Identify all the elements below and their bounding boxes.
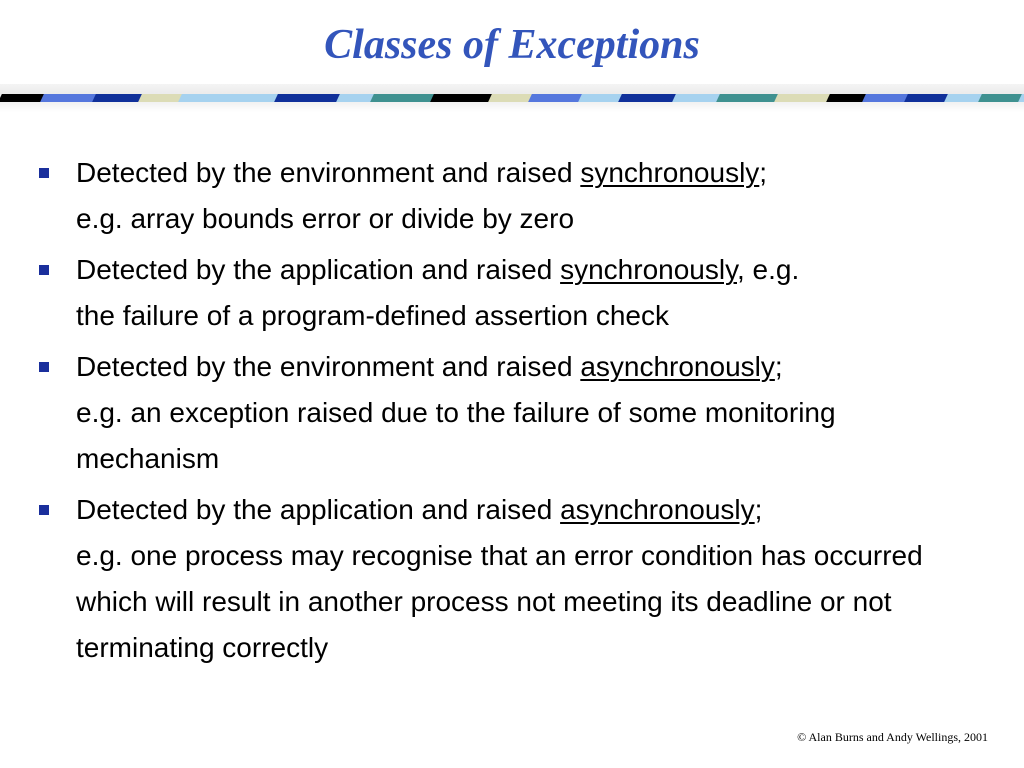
bullet-lead: Detected by the application and raised	[76, 254, 561, 285]
bullet-item	[32, 247, 982, 339]
divider-segment	[672, 94, 722, 102]
bullet-tail: ;	[754, 494, 763, 525]
divider-segment	[904, 94, 950, 102]
copyright-footer: © Alan Burns and Andy Wellings, 2001	[797, 730, 988, 744]
divider-segment	[370, 94, 436, 102]
bullet-emphasis: asynchronously	[560, 494, 755, 525]
divider-segment	[92, 94, 144, 102]
divider-segment	[528, 94, 584, 102]
bullet-item	[32, 487, 982, 671]
square-bullet-icon	[39, 505, 49, 515]
slide-title: Classes of Exceptions	[324, 22, 700, 68]
bullet-list	[32, 150, 982, 676]
square-bullet-icon	[39, 362, 49, 372]
divider-segment	[40, 94, 98, 102]
bullet-tail: ;	[774, 351, 783, 382]
bullet-lead: Detected by the environment and raised	[76, 351, 581, 382]
bullet-detail: e.g. array bounds error or divide by zero	[76, 203, 575, 234]
bullet-tail: , e.g.	[737, 254, 800, 285]
divider-segment	[274, 94, 342, 102]
divider-segment	[578, 94, 624, 102]
divider-segment	[430, 94, 494, 102]
divider-segment	[0, 94, 46, 102]
divider-segment	[862, 94, 910, 102]
divider-segment	[138, 94, 184, 102]
divider-segment	[488, 94, 534, 102]
bullet-emphasis: synchronously	[560, 254, 737, 285]
square-bullet-icon	[39, 265, 49, 275]
bullet-emphasis: asynchronously	[580, 351, 775, 382]
divider-segment	[178, 94, 280, 102]
divider-segment	[774, 94, 832, 102]
title-divider	[0, 84, 1024, 112]
bullet-detail: e.g. an exception raised due to the failure of some monitoring mechanism	[76, 397, 836, 474]
bullet-tail: ;	[759, 157, 768, 188]
divider-segment	[618, 94, 678, 102]
bullet-lead: Detected by the environment and raised	[76, 157, 581, 188]
bullet-emphasis: synchronously	[580, 157, 760, 188]
divider-segment	[978, 94, 1024, 102]
bullet-lead: Detected by the application and raised	[76, 494, 561, 525]
bullet-item	[32, 150, 982, 242]
bullet-detail: e.g. one process may recognise that an error condition has occurred which will result in another process not meeting its deadline or not terminating correctly	[76, 540, 923, 663]
divider-segment	[716, 94, 780, 102]
square-bullet-icon	[39, 168, 49, 178]
bullet-detail: the failure of a program-defined assertion check	[76, 300, 669, 331]
bullet-item	[32, 344, 982, 482]
